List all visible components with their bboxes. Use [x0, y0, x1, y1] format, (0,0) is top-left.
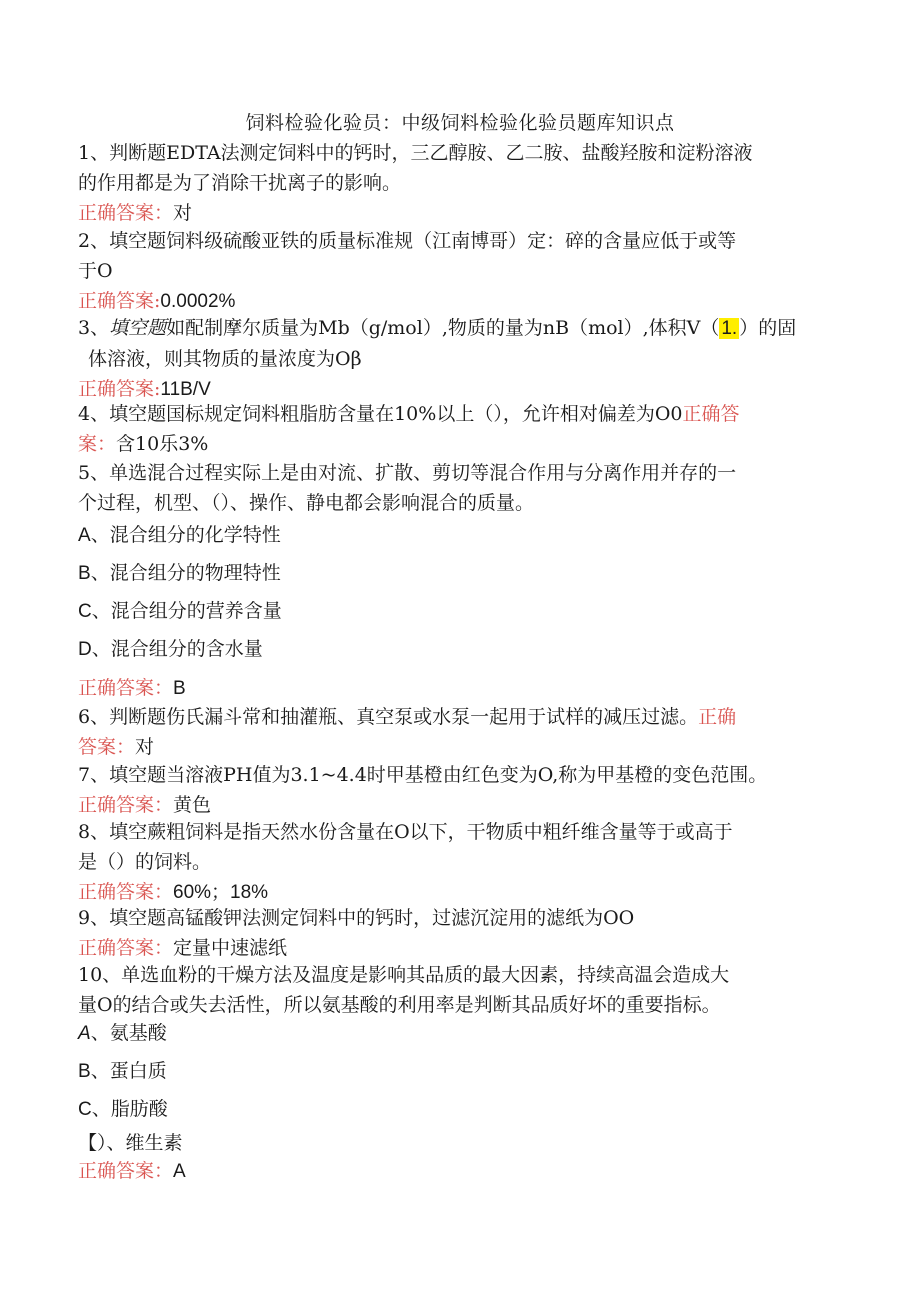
option-b [78, 558, 281, 585]
answer-label: 正确答案： [78, 937, 174, 959]
question-text: 量O的结合或失去活性，所以氨基酸的利用率是判断其品质好坏的重要指标。 [78, 994, 721, 1016]
question-text: 10、单选血粉的干燥方法及温度是影响其品质的最大因素，持续高温会造成大 [78, 964, 730, 986]
answer-value: 对 [135, 736, 155, 758]
option-text: 、蛋白质 [90, 1060, 167, 1082]
question-text [78, 399, 838, 429]
answer-label: 正确答案： [78, 202, 174, 224]
option-text: 、脂肪酸 [91, 1098, 168, 1120]
answer-value: 黄色 [173, 794, 212, 816]
question-2 [78, 226, 838, 317]
option-d [78, 1128, 183, 1155]
question-text-main: 4、填空题国标规定饲料粗脂肪含量在10%以上（），允许相对偏差为O0 [78, 403, 683, 425]
question-text: 体溶液，则其物质的量浓度为Oβ [88, 348, 362, 370]
option-a [78, 520, 281, 547]
question-6 [78, 702, 838, 762]
question-4 [78, 399, 838, 459]
question-10-answer [78, 1156, 838, 1187]
question-9 [78, 903, 838, 963]
question-text: 的作用都是为了消除干扰离子的影响。 [78, 172, 402, 194]
option-key: B [78, 563, 91, 584]
question-text: 2、填空题饲料级硫酸亚铁的质量标准规（江南博哥）定：碎的含量应低于或等 [78, 230, 737, 252]
question-text: 是（）的饲料。 [78, 851, 212, 873]
question-7 [78, 760, 838, 820]
answer-value: 对 [173, 202, 193, 224]
answer-line [78, 429, 838, 459]
answer-label: 正确答案： [78, 1160, 174, 1182]
question-1 [78, 138, 838, 228]
answer-value: 定量中速滤纸 [173, 937, 288, 959]
question-text: 1、判断题EDTA法测定饲料中的钙时，三乙醇胺、乙二胺、盐酸羟胺和淀粉溶液 [78, 142, 753, 164]
option-text: 、维生素 [106, 1132, 183, 1154]
question-text [78, 313, 838, 344]
answer-line [78, 933, 838, 963]
option-key: C [78, 601, 92, 622]
question-text: 9、填空题高锰酸钾法测定饲料中的钙时，过滤沉淀用的滤纸为OO [78, 907, 635, 929]
option-b [78, 1056, 167, 1083]
question-3 [78, 313, 838, 405]
option-c [78, 1094, 168, 1121]
option-d [78, 634, 263, 661]
option-key: A [78, 1023, 91, 1044]
option-key: D [78, 639, 92, 660]
question-number: 3、 [78, 317, 110, 339]
answer-value: 含10乐3% [116, 433, 209, 455]
question-5 [78, 458, 838, 518]
answer-line [78, 673, 838, 704]
option-key: 【） [78, 1133, 107, 1154]
option-text: 、混合组分的营养含量 [91, 600, 282, 622]
answer-value: 11B/V [160, 379, 211, 400]
answer-value: 0.0002% [160, 291, 236, 312]
option-a [78, 1018, 167, 1045]
question-text: 于O [78, 260, 113, 282]
question-text: 7、填空题当溶液PH值为3.1~4.4时甲基橙由红色变为O,称为甲基橙的变色范围。 [78, 764, 768, 786]
question-text-end: ）的固 [739, 317, 797, 339]
answer-label: 正确答案： [78, 794, 174, 816]
question-type: 填空题 [109, 317, 167, 339]
question-10 [78, 960, 838, 1020]
option-text: 、混合组分的含水量 [91, 638, 263, 660]
question-text [78, 702, 838, 732]
option-key: C [78, 1099, 92, 1120]
highlighted-value: 1. [721, 318, 738, 339]
answer-label: 正确答 [682, 403, 740, 425]
answer-label: 案： [78, 433, 117, 455]
answer-line [78, 198, 838, 228]
answer-value: B [173, 678, 186, 699]
page-title: 饲料检验化验员：中级饲料检验化验员题库知识点 [245, 112, 675, 134]
question-8 [78, 817, 838, 908]
answer-value: A [173, 1161, 186, 1182]
question-text: 5、单选混合过程实际上是由对流、扩散、剪切等混合作用与分离作用并存的一 [78, 462, 737, 484]
option-key: B [78, 1061, 91, 1082]
answer-line [78, 1156, 838, 1187]
question-text: 个过程，机型、（）、操作、静电都会影响混合的质量。 [78, 492, 535, 514]
answer-label: 正确答案： [78, 677, 174, 699]
option-c [78, 596, 282, 623]
answer-label: 正确答案: [78, 290, 161, 312]
answer-label: 正确答案： [78, 881, 174, 903]
answer-value: 60%；18% [173, 882, 269, 903]
option-text: 、氨基酸 [90, 1022, 167, 1044]
option-text: 、混合组分的物理特性 [90, 562, 281, 584]
question-text-main: 6、判断题伤氏漏斗常和抽灌瓶、真空泵或水泵一起用于试样的减压过滤。 [78, 706, 699, 728]
answer-label: 正确 [698, 706, 737, 728]
option-key: A [78, 525, 91, 546]
answer-line [78, 790, 838, 820]
question-text: 8、填空蕨粗饲料是指天然水份含量在O以下，干物质中粗纤维含量等于或高于 [78, 821, 733, 843]
question-text-mid: 如配制摩尔质量为Mb（g/mol）,物质的量为nB（mol）,体积V（ [166, 317, 720, 339]
question-5-answer [78, 673, 838, 704]
option-text: 、混合组分的化学特性 [90, 524, 281, 546]
answer-label: 正确答案: [78, 378, 161, 400]
answer-label: 答案： [78, 736, 136, 758]
answer-line [78, 732, 838, 762]
